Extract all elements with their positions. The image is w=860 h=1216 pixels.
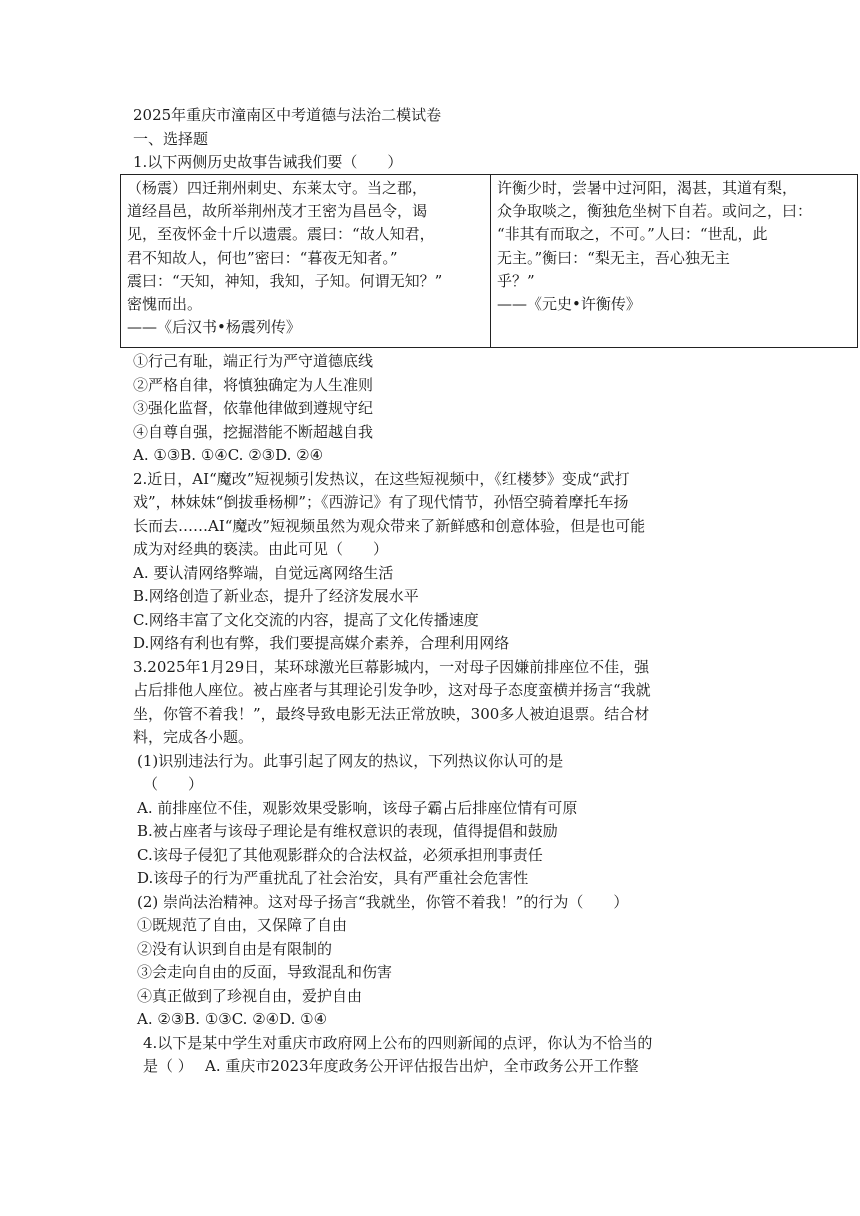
story-line: 震曰：“天知，神知，我知，子知。何谓无知？” (127, 271, 443, 290)
left-story-cell (121, 175, 491, 348)
q3-sub1-stem: (1)识别违法行为。此事引起了网友的热议，下列热议你认可的是 (137, 751, 564, 770)
story-line: 君不知故人，何也”密曰：“暮夜无知者。” (127, 248, 398, 267)
q3-stem: 占后排他人座位。被占座者与其理论引发争吵，这对母子态度蛮横并扬言“我就 (133, 681, 651, 699)
q3-sub2-stem: (2) 崇尚法治精神。这对母子扬言“我就坐，你管不着我！”的行为（ ） (137, 892, 629, 911)
story-source: ——《后汉书•杨震列传》 (127, 318, 301, 337)
story-line: 道经昌邑，故所举荆州茂才王密为昌邑令，谒 (127, 202, 428, 221)
q1-stem: 1.以下两侧历史故事告诫我们要（ ） (133, 153, 403, 171)
q3-stem: 坐，你管不着我！”，最终导致电影无法正常放映，300多人被迫退票。结合材 (133, 704, 650, 723)
q3-sub2-item: ④真正做到了珍视自由，爱护自由 (137, 986, 363, 1005)
q3-sub2-item: ②没有认识到自由是有限制的 (137, 939, 333, 958)
q1-options: A. ①③B. ①④C. ②③D. ②④ (133, 446, 324, 464)
questions-body (133, 350, 860, 1079)
story-line: 密愧而出。 (127, 295, 203, 314)
q2-option: C.网络丰富了文化交流的内容，提高了文化传播速度 (133, 610, 479, 629)
section-heading: 一、选择题 (133, 129, 209, 148)
q3-sub1-stem: （ ） (143, 775, 204, 793)
q2-option: B.网络创造了新业态，提升了经济发展水平 (133, 587, 419, 605)
q2-stem: 成为对经典的亵渎。由此可见（ ） (133, 540, 389, 558)
q2-stem: 2.近日，AI“魔改”短视频引发热议，在这些短视频中，《红楼梦》变成“武打 (133, 469, 630, 488)
document-title: 2025年重庆市潼南区中考道德与法治二模试卷 (133, 106, 442, 124)
q3-sub2-item: ③会走向自由的反面，导致混乱和伤害 (137, 963, 393, 981)
q3-sub2-options: A. ②③B. ①③C. ②④D. ①④ (137, 1010, 328, 1028)
story-line: 乎？” (497, 271, 535, 290)
story-line: 见，至夜怀金十斤以遗震。震曰：“故人知君， (127, 225, 435, 244)
story-source: ——《元史•许衡传》 (497, 295, 641, 314)
q1-story-table (120, 174, 858, 348)
q2-stem: 长而去……AI“魔改”短视频虽然为观众带来了新鲜感和创意体验，但是也可能 (133, 516, 646, 535)
header-block (133, 104, 860, 175)
q2-option: A. 要认清网络弊端，自觉远离网络生活 (133, 563, 394, 582)
q3-stem: 料，完成各小题。 (133, 728, 254, 746)
story-line: 众争取啖之，衡独危坐树下自若。或问之，曰： (497, 202, 813, 221)
q3-sub1-option: A. 前排座位不佳，观影效果受影响，该母子霸占后排座位情有可原 (137, 798, 578, 817)
q3-sub1-option: C.该母子侵犯了其他观影群众的合法权益，必须承担刑事责任 (137, 845, 543, 864)
q1-item: ②严格自律，将慎独确定为人生准则 (133, 375, 374, 394)
story-line: 许衡少时，尝暑中过河阳，渴甚，其道有梨， (497, 179, 798, 197)
q3-sub2-item: ①既规范了自由，又保障了自由 (137, 916, 348, 934)
q3-sub1-option: B.被占座者与该母子理论是有维权意识的表现，值得提倡和鼓励 (137, 822, 558, 840)
q1-item: ③强化监督，依靠他律做到遵规守纪 (133, 399, 374, 417)
q3-stem: 3.2025年1月29日，某环球激光巨幕影城内，一对母子因嫌前排座位不佳，强 (133, 657, 650, 676)
q1-item: ①行己有耻，端正行为严守道德底线 (133, 352, 374, 370)
story-line: 无主。”衡曰：“梨无主，吾心独无主 (497, 248, 730, 267)
q4-stem: 4.以下是某中学生对重庆市政府网上公布的四则新闻的点评，你认为不恰当的 (143, 1033, 653, 1052)
q2-stem: 戏”，林妹妹“倒拔垂杨柳”；《西游记》有了现代情节，孙悟空骑着摩托车扬 (133, 493, 629, 511)
story-line: “非其有而取之，不可。”人曰：“世乱，此 (497, 225, 768, 244)
right-story-cell (491, 175, 858, 348)
q3-sub1-option: D.该母子的行为严重扰乱了社会治安，具有严重社会危害性 (137, 869, 529, 887)
q4-stem: 是（ ） A. 重庆市2023年度政务公开评估报告出炉，全市政务公开工作整 (143, 1057, 639, 1075)
story-line: （杨震）四迁荆州刺史、东莱太守。当之郡， (127, 179, 428, 197)
q2-option: D.网络有利也有弊，我们要提高媒介素养，合理利用网络 (133, 634, 510, 652)
q1-item: ④自尊自强，挖掘潜能不断超越自我 (133, 422, 374, 441)
